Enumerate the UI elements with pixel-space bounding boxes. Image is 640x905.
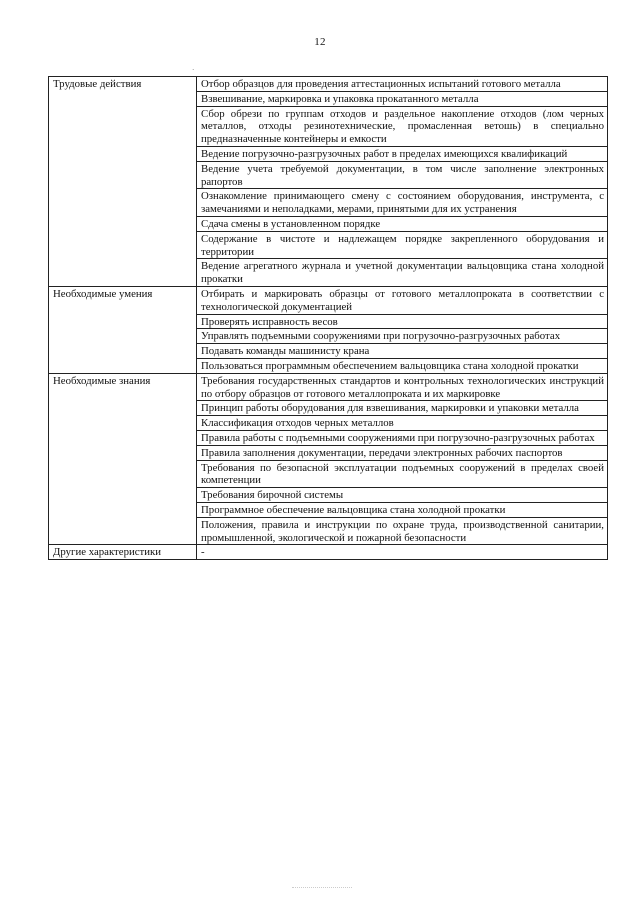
scan-mark: · [192, 66, 195, 74]
section-item: Ведение погрузочно-разгрузочных работ в пределах имеющихся квалификаций [197, 146, 608, 161]
table-row [49, 77, 608, 92]
section-item: Требования бирочной системы [197, 488, 608, 503]
section-item: Сдача смены в установленном порядке [197, 216, 608, 231]
page-number: 12 [314, 36, 326, 48]
section-item: Взвешивание, маркировка и упаковка прокатанного металла [197, 91, 608, 106]
table-row [49, 545, 608, 560]
section-label: Другие характеристики [49, 545, 197, 560]
section-item: Правила заполнения документации, передачи электронных рабочих паспортов [197, 445, 608, 460]
section-item: Отбор образцов для проведения аттестационных испытаний готового металла [197, 77, 608, 92]
competency-table [48, 76, 608, 560]
section-item: Положения, правила и инструкции по охране труда, производственной санитарии, промышленной, экологической и пожарной безопасности [197, 517, 608, 545]
section-item: Содержание в чистоте и надлежащем порядке закрепленного оборудования и территории [197, 231, 608, 259]
section-item: Классификация отходов черных металлов [197, 416, 608, 431]
section-item: Отбирать и маркировать образцы от готового металлопроката в соответствии с технологической документацией [197, 286, 608, 314]
section-item: Проверять исправность весов [197, 314, 608, 329]
section-label: Необходимые умения [49, 286, 197, 373]
section-label: Трудовые действия [49, 77, 197, 287]
table-row [49, 286, 608, 314]
section-item: Сбор обрези по группам отходов и раздельное накопление отходов (лом черных металлов, отходы резинотехнические, промасленная ветошь) в специально предназначенные контейнеры и емкости [197, 106, 608, 146]
section-item: Принцип работы оборудования для взвешивания, маркировки и упаковки металла [197, 401, 608, 416]
scan-artifact-line [292, 887, 352, 888]
section-item: Управлять подъемными сооружениями при погрузочно-разгрузочных работах [197, 329, 608, 344]
table-row [49, 373, 608, 401]
section-item: Требования государственных стандартов и контрольных технологических инструкций по отбору образцов от готового металлопроката и их маркировке [197, 373, 608, 401]
section-item: Ведение учета требуемой документации, в том числе заполнение электронных рапортов [197, 161, 608, 189]
section-item: Пользоваться программным обеспечением вальцовщика стана холодной прокатки [197, 358, 608, 373]
competency-table-body [49, 77, 608, 560]
section-item: Правила работы с подъемными сооружениями при погрузочно-разгрузочных работах [197, 430, 608, 445]
section-item: Программное обеспечение вальцовщика стана холодной прокатки [197, 502, 608, 517]
section-item: - [197, 545, 608, 560]
section-label: Необходимые знания [49, 373, 197, 545]
section-item: Требования по безопасной эксплуатации подъемных сооружений в пределах своей компетенции [197, 460, 608, 488]
section-item: Подавать команды машинисту крана [197, 344, 608, 359]
section-item: Ведение агрегатного журнала и учетной документации вальцовщика стана холодной прокатки [197, 259, 608, 287]
section-item: Ознакомление принимающего смену с состоянием оборудования, инструмента, с замечаниями и неполадками, мерами, принятыми для их устранения [197, 189, 608, 217]
